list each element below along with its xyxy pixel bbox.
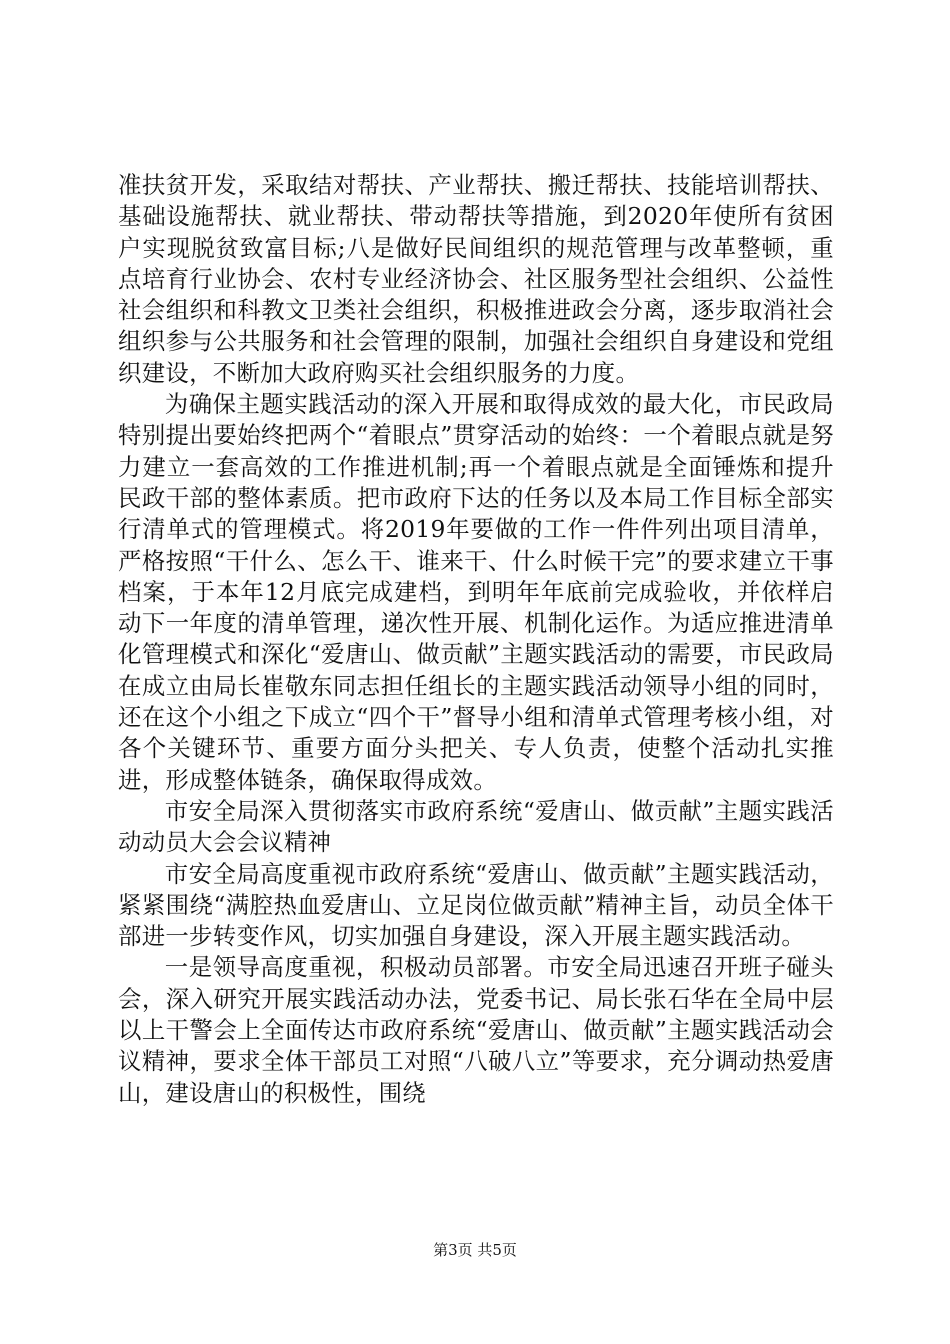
- paragraph-3-heading: 市安全局深入贯彻落实市政府系统“爱唐山、做贡献”主题实践活动动员大会会议精神: [118, 796, 834, 857]
- paragraph-2: 为确保主题实践活动的深入开展和取得成效的最大化，市民政局特别提出要始终把两个“着眼点”贯穿活动的始终：一个着眼点就是努力建立一套高效的工作推进机制;再一个着眼点就是全面锤炼和提升民政干部的整体素质。把市政府下达的任务以及本局工作目标全部实行清单式的管理模式。将2019年要做的工作一件件列出项目清单，严格按照“干什么、怎么干、谁来干、什么时候干完”的要求建立干事档案，于本年12月底完成建档，到明年年底前完成验收，并依样启动下一年度的清单管理，递次性开展、机制化运作。为适应推进清单化管理模式和深化“爱唐山、做贡献”主题实践活动的需要，市民政局在成立由局长崔敬东同志担任组长的主题实践活动领导小组的同时，还在这个小组之下成立“四个干”督导小组和清单式管理考核小组，对各个关键环节、重要方面分头把关、专人负责，使整个活动扎实推进，形成整体链条，确保取得成效。: [118, 390, 834, 794]
- page-number-footer: 第3页 共5页: [433, 1241, 517, 1259]
- document-body: [118, 170, 834, 1109]
- paragraph-5: 一是领导高度重视，积极动员部署。市安全局迅速召开班子碰头会，深入研究开展实践活动办法，党委书记、局长张石华在全局中层以上干警会上全面传达市政府系统“爱唐山、做贡献”主题实践活动会议精神，要求全体干部员工对照“八破八立”等要求，充分调动热爱唐山，建设唐山的积极性，围绕: [118, 953, 834, 1107]
- paragraph-1: 准扶贫开发，采取结对帮扶、产业帮扶、搬迁帮扶、技能培训帮扶、基础设施帮扶、就业帮扶、带动帮扶等措施，到2020年使所有贫困户实现脱贫致富目标;八是做好民间组织的规范管理与改革整顿，重点培育行业协会、农村专业经济协会、社区服务型社会组织、公益性社会组织和科教文卫类社会组织，积极推进政会分离，逐步取消社会组织参与公共服务和社会管理的限制，加强社会组织自身建设和党组织建设，不断加大政府购买社会组织服务的力度。: [118, 171, 834, 387]
- paragraph-4: 市安全局高度重视市政府系统“爱唐山、做贡献”主题实践活动，紧紧围绕“满腔热血爱唐山、立足岗位做贡献”精神主旨，动员全体干部进一步转变作风，切实加强自身建设，深入开展主题实践活动。: [118, 859, 834, 951]
